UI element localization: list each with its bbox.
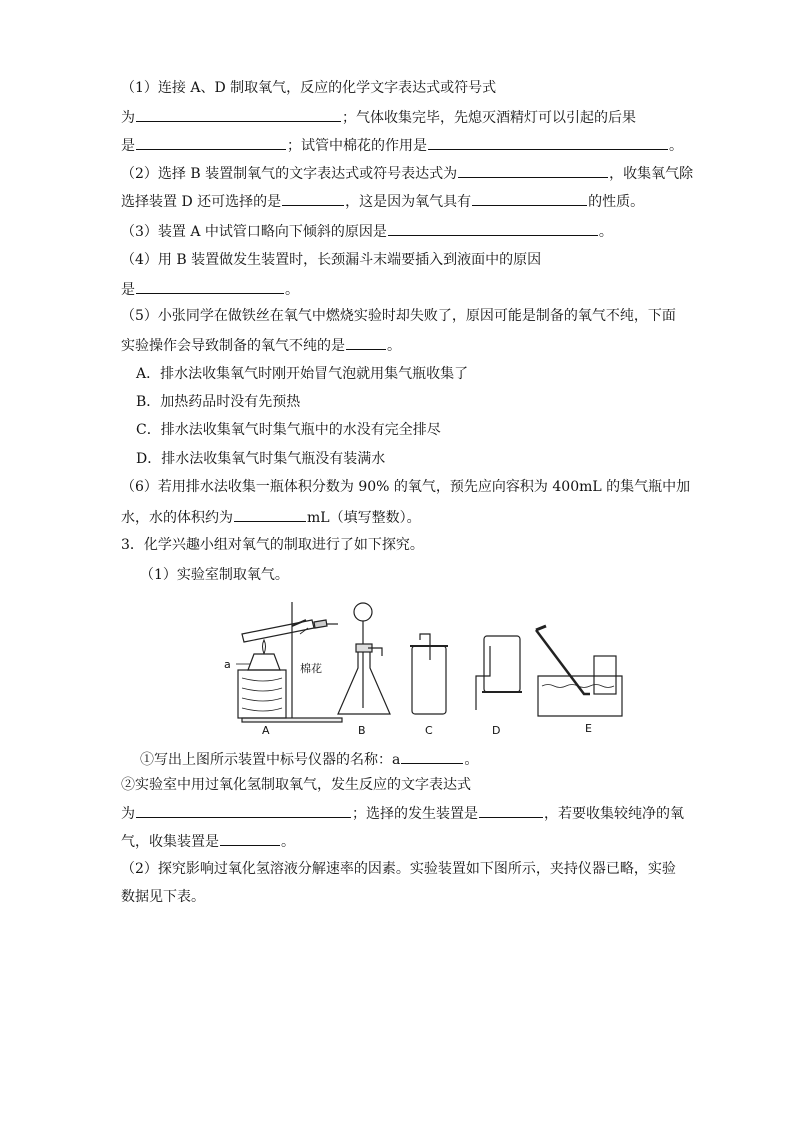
option-a: A．排水法收集氧气时刚开始冒气泡就用集气瓶收集了 xyxy=(136,366,469,382)
label-fig-e: E xyxy=(585,722,592,735)
answer-blank[interactable] xyxy=(472,190,587,206)
label-cotton: 棉花 xyxy=(300,662,322,675)
conical-flask xyxy=(338,652,390,714)
label-a: a xyxy=(224,658,231,671)
option-d: D．排水法收集氧气时集气瓶没有装满水 xyxy=(136,451,386,467)
water-trough xyxy=(538,676,622,716)
q2-part5-line1: （5）小张同学在做铁丝在氧气中燃烧实验时却失败了，原因可能是制备的氧气不纯，下面 xyxy=(121,308,676,324)
e-tube-end xyxy=(536,626,546,630)
label-fig-a: A xyxy=(262,724,270,737)
q2-part3: （3）装置 A 中试管口略向下倾斜的原因是 。 xyxy=(121,220,613,242)
answer-blank[interactable] xyxy=(234,506,306,522)
apparatus-c xyxy=(410,634,448,714)
lamp-flame xyxy=(263,640,266,654)
q2-part6-line2: 水，水的体积约为 mL（填写整数）。 xyxy=(121,506,421,528)
apparatus-figure xyxy=(220,600,640,740)
q2-part1-line2: 为 ；气体收集完毕，先熄灭酒精灯可以引起的后果 xyxy=(121,106,636,128)
apparatus-b xyxy=(338,603,390,714)
answer-blank[interactable] xyxy=(479,802,543,818)
sub-question-2-line2: 为 ；选择的发生装置是 ，若要收集较纯净的氧 xyxy=(121,802,684,824)
answer-blank[interactable] xyxy=(136,106,341,122)
funnel-bulb xyxy=(354,603,372,621)
apparatus-d xyxy=(476,636,522,710)
question-3-part2-line1: （2）探究影响过氧化氢溶液分解速率的因素。实验装置如下图所示，夹持仪器已略，实验 xyxy=(121,861,676,877)
answer-blank[interactable] xyxy=(458,162,608,178)
label-fig-c: C xyxy=(425,724,433,737)
sub-question-1: ①写出上图所示装置中标号仪器的名称：a 。 xyxy=(140,748,478,770)
option-b: B．加热药品时没有先预热 xyxy=(136,394,301,410)
q2-part2-line1: （2）选择 B 装置制氧气的文字表达式或符号表达式为 ，收集氧气除 xyxy=(121,162,693,184)
d-tube xyxy=(476,646,490,710)
q2-part2-line2: 选择装置 D 还可选择的是 ，这是因为氧气具有 的性质。 xyxy=(121,190,644,212)
gas-bottle-c xyxy=(412,646,446,714)
q2-part4-line2: 是 。 xyxy=(121,278,299,300)
q2-part6-line1: （6）若用排水法收集一瓶体积分数为 90% 的氧气，预先应向容积为 400mL 的集气瓶中加 xyxy=(121,479,691,495)
q2-part1-line1: （1）连接 A、D 制取氧气，反应的化学文字表达式或符号式 xyxy=(121,80,497,96)
alcohol-lamp xyxy=(248,654,280,670)
answer-blank[interactable] xyxy=(282,190,344,206)
answer-blank[interactable] xyxy=(428,134,668,150)
answer-blank[interactable] xyxy=(136,134,286,150)
question-3-part1: （1）实验室制取氧气。 xyxy=(140,567,289,583)
q2-part5-line2: 实验操作会导致制备的氧气不纯的是 。 xyxy=(121,334,401,356)
wood-grain xyxy=(242,678,282,711)
gas-bottle-e xyxy=(594,656,616,694)
label-fig-b: B xyxy=(358,724,366,737)
answer-blank[interactable] xyxy=(401,748,463,764)
answer-blank[interactable] xyxy=(220,830,280,846)
answer-blank[interactable] xyxy=(136,278,284,294)
sub-question-2-line3: 气，收集装置是 。 xyxy=(121,830,295,852)
apparatus-a xyxy=(236,602,342,722)
option-c: C．排水法收集氧气时集气瓶中的水没有完全排尽 xyxy=(136,422,441,438)
answer-blank[interactable] xyxy=(388,220,598,236)
test-tube xyxy=(242,620,314,642)
answer-blank[interactable] xyxy=(346,334,386,350)
answer-blank[interactable] xyxy=(136,802,351,818)
q2-part4-line1: （4）用 B 装置做发生装置时，长颈漏斗末端要插入到液面中的原因 xyxy=(121,252,542,268)
label-fig-d: D xyxy=(492,724,501,737)
apparatus-e xyxy=(536,626,622,716)
q2-part1-line3: 是 ；试管中棉花的作用是 。 xyxy=(121,134,683,156)
cotton-plug xyxy=(314,620,327,628)
sub-question-2-line1: ②实验室中用过氧化氢制取氧气，发生反应的文字表达式 xyxy=(121,777,471,793)
question-3-title: 3．化学兴趣小组对氧气的制取进行了如下探究。 xyxy=(121,537,424,553)
question-3-part2-line2: 数据见下表。 xyxy=(121,889,205,905)
e-tube xyxy=(536,630,590,694)
